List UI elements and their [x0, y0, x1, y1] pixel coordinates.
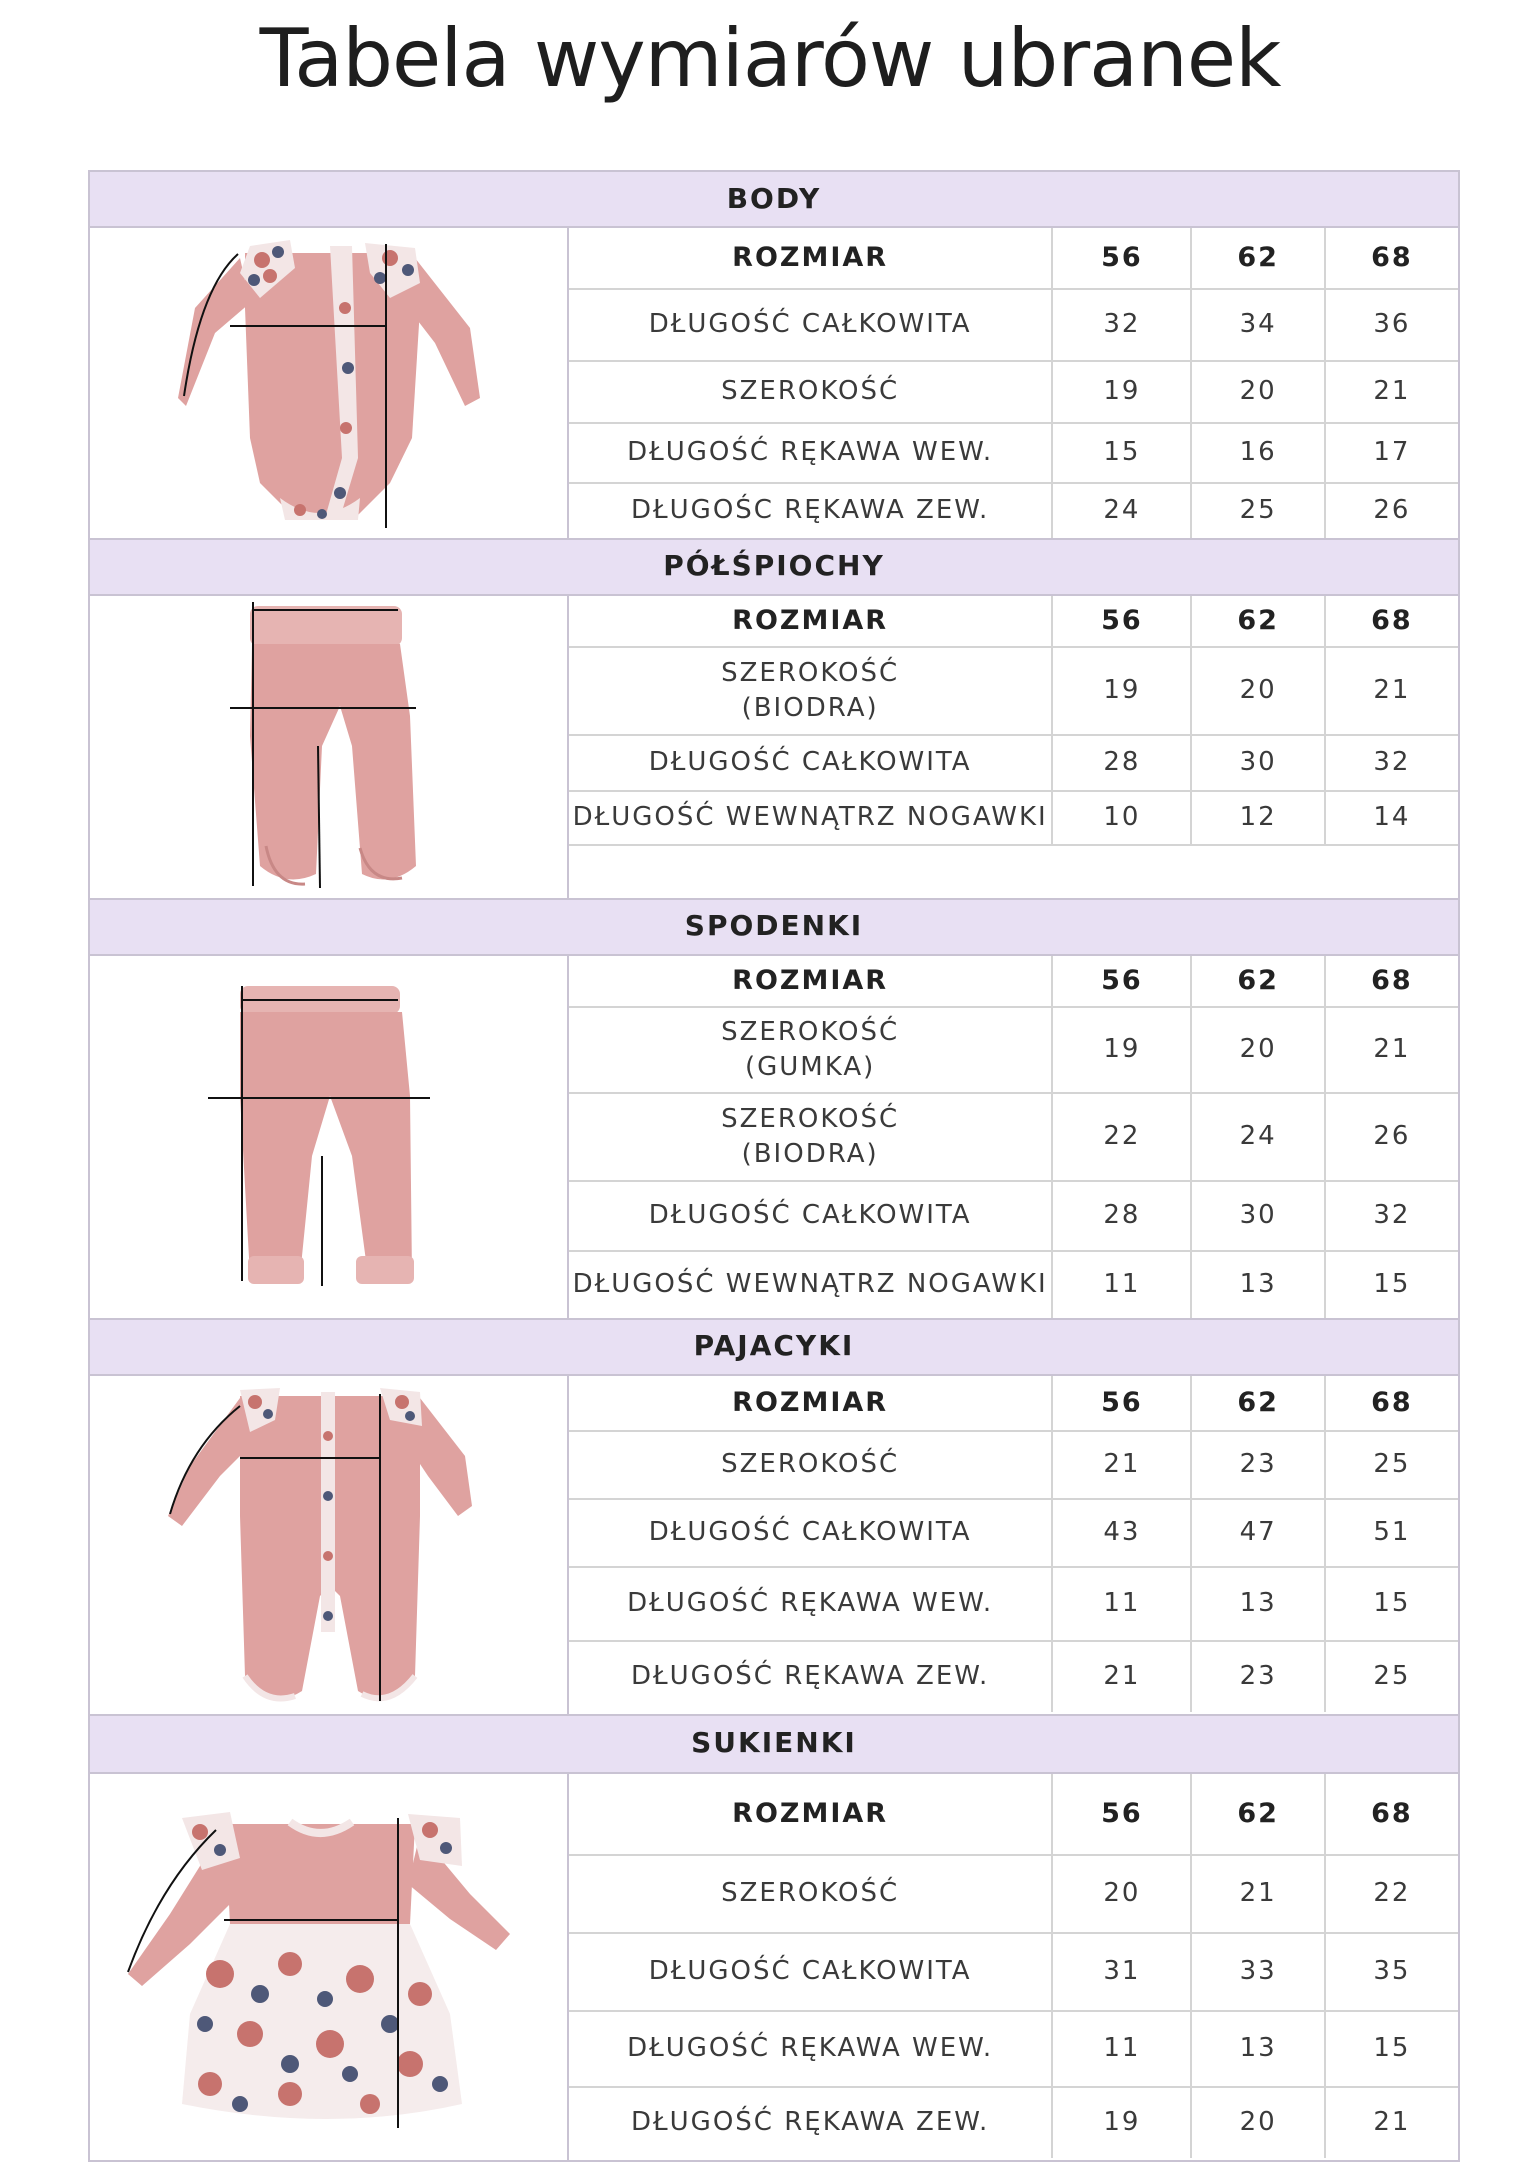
table-row — [569, 1934, 1458, 2012]
section-header: PAJACYKI — [88, 1320, 1460, 1376]
row-label: SZEROKOŚĆ (BIODRA) — [569, 1094, 1053, 1180]
cell-value: 35 — [1373, 1956, 1411, 1987]
size-header: 56 — [1053, 228, 1192, 288]
row-label: SZEROKOŚĆ — [569, 362, 1053, 422]
cell-value: 36 — [1373, 309, 1411, 340]
section-content — [88, 956, 1460, 1320]
cell-value: 31 — [1053, 1934, 1192, 2010]
dress-illustration — [90, 1774, 569, 2160]
table-row — [569, 362, 1458, 424]
page-title: Tabela wymiarów ubranek — [259, 12, 1281, 105]
row-label: DŁUGOŚĆ CAŁKOWITA — [569, 290, 1053, 360]
cell-value: 28 — [1053, 1182, 1192, 1250]
cell-value: 25 — [1192, 484, 1325, 538]
table-row — [569, 1642, 1458, 1712]
section-content — [88, 1774, 1460, 2162]
table-row — [569, 1182, 1458, 1252]
cell-value: 19 — [1053, 1008, 1192, 1092]
section-pajacyki — [88, 1320, 1460, 1716]
table-row — [569, 1094, 1458, 1182]
column-header: ROZMIAR — [569, 596, 1053, 646]
cell-value: 22 — [1053, 1094, 1192, 1180]
row-label: DŁUGOŚĆ CAŁKOWITA — [569, 1500, 1053, 1566]
cell-value: 20 — [1053, 1856, 1192, 1932]
cell-value: 22 — [1373, 1878, 1411, 1909]
cell-value: 24 — [1192, 1094, 1325, 1180]
section-header: PÓŁŚPIOCHY — [88, 540, 1460, 596]
table-row — [569, 290, 1458, 362]
cell-value: 25 — [1373, 1661, 1411, 1692]
cell-value: 43 — [1053, 1500, 1192, 1566]
cell-value: 32 — [1373, 1200, 1411, 1231]
bodysuit-illustration — [90, 228, 569, 538]
size-header: 68 — [1371, 241, 1413, 273]
section-content — [88, 596, 1460, 900]
row-label: DŁUGOŚĆ RĘKAWA WEW. — [569, 424, 1053, 482]
table-row — [569, 1500, 1458, 1568]
section-polspiochy — [88, 540, 1460, 900]
size-header: 68 — [1371, 604, 1413, 636]
table-row — [569, 424, 1458, 484]
section-sukienki — [88, 1716, 1460, 2162]
row-label: SZEROKOŚĆ (BIODRA) — [569, 648, 1053, 734]
cell-value: 19 — [1053, 2088, 1192, 2158]
row-label: DŁUGOŚĆ CAŁKOWITA — [569, 736, 1053, 790]
section-content — [88, 228, 1460, 540]
row-label: DŁUGOŚĆ CAŁKOWITA — [569, 1182, 1053, 1250]
cell-value: 13 — [1192, 1252, 1325, 1318]
cell-value: 13 — [1192, 1568, 1325, 1640]
cell-value: 24 — [1053, 484, 1192, 538]
cell-value: 16 — [1192, 424, 1325, 482]
cell-value: 15 — [1373, 2033, 1411, 2064]
section-body — [88, 170, 1460, 540]
section-header: SUKIENKI — [88, 1716, 1460, 1774]
cell-value: 20 — [1192, 648, 1325, 734]
cell-value: 11 — [1053, 2012, 1192, 2086]
column-header: ROZMIAR — [569, 1376, 1053, 1430]
size-table — [88, 170, 1460, 2162]
row-label: DŁUGOŚĆ WEWNĄTRZ NOGAWKI — [569, 1252, 1053, 1318]
cell-value: 21 — [1192, 1856, 1325, 1932]
cell-value: 23 — [1192, 1642, 1325, 1712]
cell-value: 20 — [1192, 1008, 1325, 1092]
row-label: SZEROKOŚĆ — [569, 1856, 1053, 1932]
row-label: DŁUGOŚĆ RĘKAWA WEW. — [569, 2012, 1053, 2086]
cell-value: 14 — [1373, 802, 1411, 833]
table-row — [569, 1376, 1458, 1432]
row-label: DŁUGOŚĆ CAŁKOWITA — [569, 1934, 1053, 2010]
cell-value: 21 — [1373, 675, 1411, 706]
table-row — [569, 736, 1458, 792]
cell-value: 15 — [1373, 1588, 1411, 1619]
size-header: 56 — [1053, 956, 1192, 1006]
cell-value: 20 — [1192, 2088, 1325, 2158]
section-header: BODY — [88, 170, 1460, 228]
column-header: ROZMIAR — [569, 1774, 1053, 1854]
cell-value: 12 — [1192, 792, 1325, 844]
table-row — [569, 1008, 1458, 1094]
cell-value: 15 — [1373, 1269, 1411, 1300]
size-header: 68 — [1371, 1386, 1413, 1418]
table-row — [569, 1252, 1458, 1318]
table-row — [569, 792, 1458, 846]
cell-value: 20 — [1192, 362, 1325, 422]
section-content — [88, 1376, 1460, 1716]
cell-value: 15 — [1053, 424, 1192, 482]
table-row — [569, 956, 1458, 1008]
cell-value: 19 — [1053, 362, 1192, 422]
table-row — [569, 1856, 1458, 1934]
table-row — [569, 2088, 1458, 2158]
romper-illustration — [90, 1376, 569, 1714]
cell-value: 32 — [1373, 747, 1411, 778]
cell-value: 10 — [1053, 792, 1192, 844]
cell-value: 28 — [1053, 736, 1192, 790]
size-header: 62 — [1192, 956, 1325, 1006]
row-label: DŁUGOŚĆ WEWNĄTRZ NOGAWKI — [569, 792, 1053, 844]
size-header: 56 — [1053, 596, 1192, 646]
size-header: 68 — [1371, 964, 1413, 996]
cell-value: 30 — [1192, 1182, 1325, 1250]
cell-value: 21 — [1373, 1034, 1411, 1065]
table-row — [569, 648, 1458, 736]
cell-value: 13 — [1192, 2012, 1325, 2086]
cell-value: 26 — [1373, 495, 1411, 526]
row-label: SZEROKOŚĆ — [569, 1432, 1053, 1498]
table-row — [569, 484, 1458, 538]
row-label: SZEROKOŚĆ (GUMKA) — [569, 1008, 1053, 1092]
table-row — [569, 596, 1458, 648]
table-row — [569, 1568, 1458, 1642]
size-header: 62 — [1192, 1774, 1325, 1854]
pants-illustration — [90, 956, 569, 1318]
cell-value: 11 — [1053, 1568, 1192, 1640]
size-header: 62 — [1192, 228, 1325, 288]
cell-value: 32 — [1053, 290, 1192, 360]
cell-value: 11 — [1053, 1252, 1192, 1318]
cell-value: 25 — [1373, 1449, 1411, 1480]
cell-value: 21 — [1053, 1432, 1192, 1498]
cell-value: 47 — [1192, 1500, 1325, 1566]
cell-value: 30 — [1192, 736, 1325, 790]
size-header: 56 — [1053, 1774, 1192, 1854]
section-header: SPODENKI — [88, 900, 1460, 956]
row-label: DŁUGOŚĆ RĘKAWA WEW. — [569, 1568, 1053, 1640]
size-header: 56 — [1053, 1376, 1192, 1430]
table-row — [569, 228, 1458, 290]
cell-value: 26 — [1373, 1121, 1411, 1152]
cell-value: 34 — [1192, 290, 1325, 360]
cell-value: 21 — [1373, 376, 1411, 407]
cell-value: 33 — [1192, 1934, 1325, 2010]
cell-value: 19 — [1053, 648, 1192, 734]
cell-value: 21 — [1053, 1642, 1192, 1712]
column-header: ROZMIAR — [569, 956, 1053, 1006]
table-row — [569, 2012, 1458, 2088]
section-spodenki — [88, 900, 1460, 1320]
column-header: ROZMIAR — [569, 228, 1053, 288]
row-label: DŁUGOŚĆ RĘKAWA ZEW. — [569, 2088, 1053, 2158]
cell-value: 23 — [1192, 1432, 1325, 1498]
cell-value: 17 — [1373, 437, 1411, 468]
cell-value: 21 — [1373, 2107, 1411, 2138]
row-label: DŁUGOŚĆ RĘKAWA ZEW. — [569, 1642, 1053, 1712]
size-header: 68 — [1371, 1797, 1413, 1829]
table-row — [569, 1432, 1458, 1500]
table-row — [569, 1774, 1458, 1856]
size-header: 62 — [1192, 1376, 1325, 1430]
size-header: 62 — [1192, 596, 1325, 646]
cell-value: 51 — [1373, 1517, 1411, 1548]
footed-pants-illustration — [90, 596, 569, 898]
row-label: DŁUGOŚC RĘKAWA ZEW. — [569, 484, 1053, 538]
